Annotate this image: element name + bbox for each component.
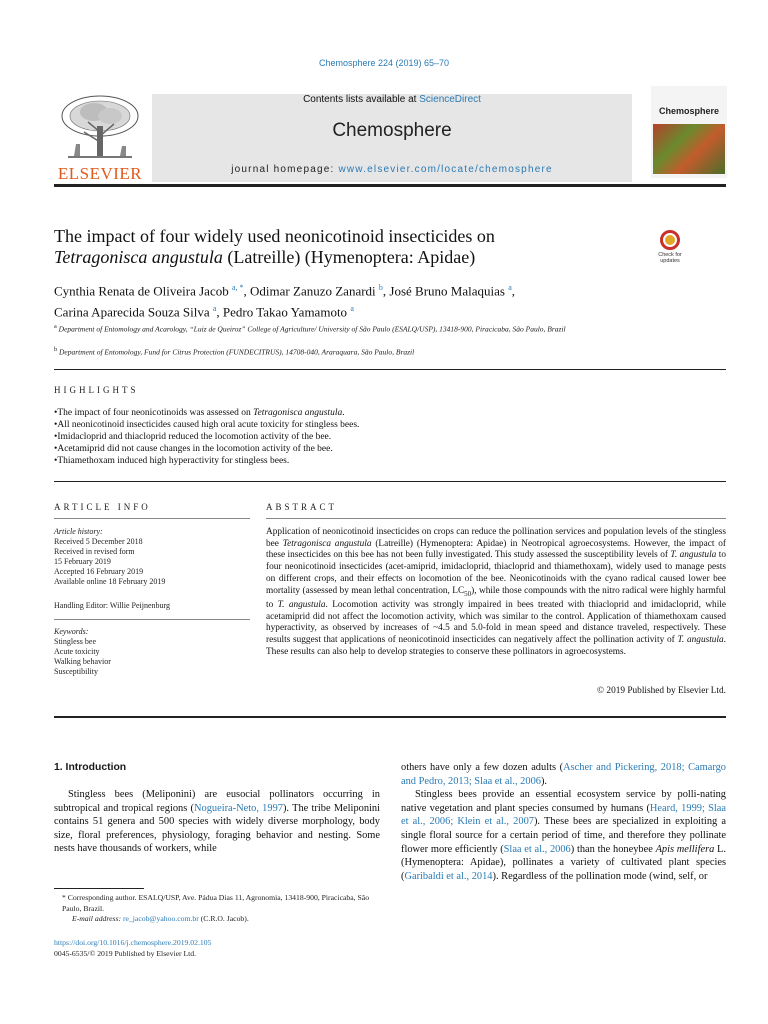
affiliation-a-text: Department of Entomology and Acarology, “Luiz de Queiroz” College of Agriculture/ University of São Paulo (ESALQ/USP), 13418-900, Piracicaba, São Paulo, Brazil <box>58 324 566 334</box>
highlights-rule <box>54 481 726 482</box>
elsevier-logo <box>54 92 146 184</box>
article-title <box>54 226 614 268</box>
highlights-list <box>54 407 714 467</box>
abstract-subscript: 50 <box>464 589 472 598</box>
intro-text: Stingless bees provide an essential ecosystem service by polli-nating native vegetation and plant species consumed by humans ( <box>401 789 726 814</box>
highlight-item: • Thiamethoxam induced high hyperactivity for stingless bees. <box>54 455 714 467</box>
abstract-part: Application of neonicotinoid insecticides on crops can reduce the pollination services and population levels of the stingless bee <box>266 527 726 549</box>
abstract-part: to four neonicotinoid insecticides (acet-amiprid, imidacloprid, thiacloprid and thiamethoxam), widely used to manage pests on different crops, and their effects on locomotion of the bee. Neonicotinoids with the cyano radical caused lower bee mortality (assessed by mean lethal concentration, LC <box>266 550 726 596</box>
email-label: E-mail address: <box>72 914 123 923</box>
highlight-suffix: . <box>342 408 345 418</box>
issn-line: 0045-6535/© 2019 Published by Elsevier Ltd. <box>54 948 197 958</box>
doi-block <box>54 938 211 959</box>
highlights-heading: HIGHLIGHTS <box>54 385 139 395</box>
history-line: Accepted 16 February 2019 <box>54 567 144 576</box>
abstract-part: ), while those compounds with the nitro radical were highly harmful to <box>266 585 726 611</box>
crossmark-icon-center <box>665 235 675 245</box>
corresponding-author: * Corresponding author. ESALQ/USP, Ave. Pádua Dias 11, Agronomia, 13418-900, Piracicaba, São Paulo, Brazil. <box>62 893 370 913</box>
footnote <box>54 893 380 925</box>
author-affil-mark[interactable]: a <box>212 304 217 314</box>
author-sep: , <box>382 283 390 299</box>
author-name[interactable]: Odimar Zanuzo Zanardi <box>250 283 376 299</box>
journal-reference[interactable]: Chemosphere 224 (2019) 65–70 <box>318 58 450 68</box>
highlight-item <box>54 407 714 419</box>
keyword: Acute toxicity <box>54 647 100 656</box>
abstract-copyright: © 2019 Published by Elsevier Ltd. <box>597 686 726 696</box>
abstract-species: T. angustula <box>670 550 717 561</box>
highlight-item: • Acetamiprid did not cause changes in the locomotion activity of the bee. <box>54 443 714 455</box>
cover-image <box>653 124 725 174</box>
history-line: Received in revised form <box>54 547 135 556</box>
email-line <box>54 914 380 925</box>
abstract-text <box>266 527 726 659</box>
elsevier-tree-icon <box>54 92 146 164</box>
abstract-bottom-rule <box>54 716 726 718</box>
author-affil-mark[interactable]: a <box>508 283 512 292</box>
citation-link[interactable]: Slaa et al., 2006 <box>503 843 571 855</box>
article-info-rule <box>54 518 250 519</box>
history-label: Article history: <box>54 527 103 536</box>
intro-text: others have only a few dozen adults ( <box>401 762 564 773</box>
abstract-part: (Latreille) (Hymenoptera: Apidae) in Neotropical agroecosystems. However, the impact of these insecticides on this bee has not been fully investigated. This study assessed the susceptibility levels of <box>266 538 726 561</box>
journal-title: Chemosphere <box>332 120 452 141</box>
citation-link[interactable]: Nogueira-Neto, 1997 <box>194 802 283 814</box>
highlight-item: • All neonicotinoid insecticides caused high oral acute toxicity for stingless bees. <box>54 419 714 431</box>
doi-link[interactable]: https://doi.org/10.1016/j.chemosphere.2019.02.105 <box>54 938 212 947</box>
citation-link[interactable]: Garibaldi et al., 2014 <box>404 870 493 882</box>
keywords-rule <box>54 619 250 620</box>
article-history <box>54 527 254 587</box>
highlight-item: • Imidacloprid and thiacloprid reduced the locomotion activity of the bee. <box>54 431 714 443</box>
history-line: 15 February 2019 <box>54 557 111 566</box>
intro-text: Stingless bees (Meliponini) are eusocial pollinators occurring in subtropical and tropical regions ( <box>54 789 380 814</box>
journal-homepage <box>152 164 632 175</box>
author-affil-mark[interactable]: a <box>350 304 354 314</box>
author-list <box>54 279 714 322</box>
intro-text: ). <box>540 775 548 787</box>
homepage-prefix: journal homepage: <box>231 164 339 175</box>
intro-text: ) than the honeybee <box>570 843 656 855</box>
intro-right-column <box>401 761 726 883</box>
cover-title: Chemosphere <box>658 106 720 116</box>
author-affil-mark[interactable]: a, * <box>231 283 244 292</box>
author-name[interactable]: Carina Aparecida Souza Silva <box>54 304 210 320</box>
sciencedirect-link[interactable]: ScienceDirect <box>419 94 481 105</box>
citation-link[interactable]: Ascher and Pickering, 2018; Camargo and Pedro, 2013; Slaa et al., 2006 <box>401 762 726 787</box>
citation-link[interactable]: Heard, 1999; Slaa et al., 2006; Klein et al., 2007 <box>401 802 726 828</box>
intro-left-column <box>54 788 380 856</box>
abstract-species: Tetragonisca angustula <box>282 538 372 549</box>
intro-text: ). The tribe Meliponini contains 51 genera and 500 species with widely diverse morphology, body size, floral preferences, physiology, foraging behavior and nesting. Some nests have thousands of workers, while <box>54 802 380 855</box>
history-line: Available online 18 February 2019 <box>54 577 166 586</box>
intro-text: L. (Hymenoptera: Apidae), pollinates a variety of cultivated plant species ( <box>401 843 726 882</box>
affiliation-b-text: Department of Entomology, Fund for Citrus Protection (FUNDECITRUS), 14708-040, Araraquara, São Paulo, Brazil <box>59 347 415 357</box>
crossmark-label: Check for updates <box>658 252 682 264</box>
crossmark-badge[interactable] <box>652 228 688 268</box>
abstract-species: T. angustula <box>677 635 724 646</box>
abstract-rule <box>266 518 726 519</box>
affiliation-a: $^a$ Department of Entomology and Acarology, “Luiz de Queiroz” College of Agriculture/ University of São Paulo (ESALQ/USP), 13418-900, Piracicaba, São Paulo, Brazil <box>54 323 566 334</box>
author-affil-mark[interactable]: b <box>378 283 383 292</box>
contents-prefix: Contents lists available at <box>303 94 420 105</box>
email-link[interactable]: re_jacob@yahoo.com.br <box>122 914 199 923</box>
footnote-rule <box>54 888 144 889</box>
elsevier-wordmark: ELSEVIER <box>57 164 143 183</box>
title-line1: The impact of four widely used neonicotinoid insecticides on <box>54 226 495 246</box>
history-line: Received 5 December 2018 <box>54 537 143 546</box>
title-rest: (Latreille) (Hymenoptera: Apidae) <box>222 247 476 267</box>
keyword: Walking behavior <box>54 657 111 666</box>
header-rule <box>54 184 726 187</box>
intro-species: Apis mellifera <box>655 843 715 855</box>
contents-line <box>152 94 632 105</box>
abstract-part: . Locomotion activity was strongly impaired in bees treated with thiacloprid and imidacloprid, while acetamiprid did not affect the locomotion activity, which was similar to the control. Application of thiamethoxam caused hyperactivity, as observed by increases of ~4.5 and 5.0-fold in mean speed and distance traveled, respectively. These results suggest that applications of neonicotinoid insecticides can negatively affect the pollination activity of <box>266 600 726 646</box>
highlight-text: The impact of four neonicotinoids was assessed on <box>57 408 254 418</box>
keywords <box>54 627 254 677</box>
email-suffix: (C.R.O. Jacob). <box>198 914 249 923</box>
abstract-species: T. angustula <box>277 600 326 611</box>
title-species: Tetragonisca angustula <box>54 247 223 267</box>
affil-rule <box>54 369 726 370</box>
keyword: Susceptibility <box>54 667 98 676</box>
handling-editor: Handling Editor: Willie Peijnenburg <box>54 601 171 610</box>
highlight-species: Tetragonisca angustula <box>253 408 343 418</box>
introduction-heading: 1. Introduction <box>54 762 127 773</box>
author-sep: , <box>216 304 223 320</box>
abstract-heading: ABSTRACT <box>266 502 338 512</box>
author-sep: , <box>243 283 251 299</box>
author-name[interactable]: Cynthia Renata de Oliveira Jacob <box>54 283 229 299</box>
journal-cover[interactable] <box>651 86 727 178</box>
keywords-label: Keywords: <box>54 627 89 636</box>
homepage-link[interactable]: www.elsevier.com/locate/chemosphere <box>338 164 553 175</box>
article-info-heading: ARTICLE INFO <box>54 502 151 512</box>
affiliation-b: $^b$ Department of Entomology, Fund for Citrus Protection (FUNDECITRUS), 14708-040, Araraquara, São Paulo, Brazil <box>54 346 415 357</box>
intro-text: ). Regardless of the pollination mode (wind, self, or <box>492 870 708 882</box>
intro-text: ). These bees are specialized in exploiting a single floral source for a certain period of time, and therefore they pollinate flower more efficiently ( <box>401 816 726 855</box>
author-name[interactable]: José Bruno Malaquias <box>389 283 505 299</box>
abstract-part: . These results can also help to develop strategies to conserve these pollinators in agroecosystems. <box>266 635 726 657</box>
keyword: Stingless bee <box>54 637 96 646</box>
author-sep: , <box>511 283 516 299</box>
author-name[interactable]: Pedro Takao Yamamoto <box>222 304 348 320</box>
